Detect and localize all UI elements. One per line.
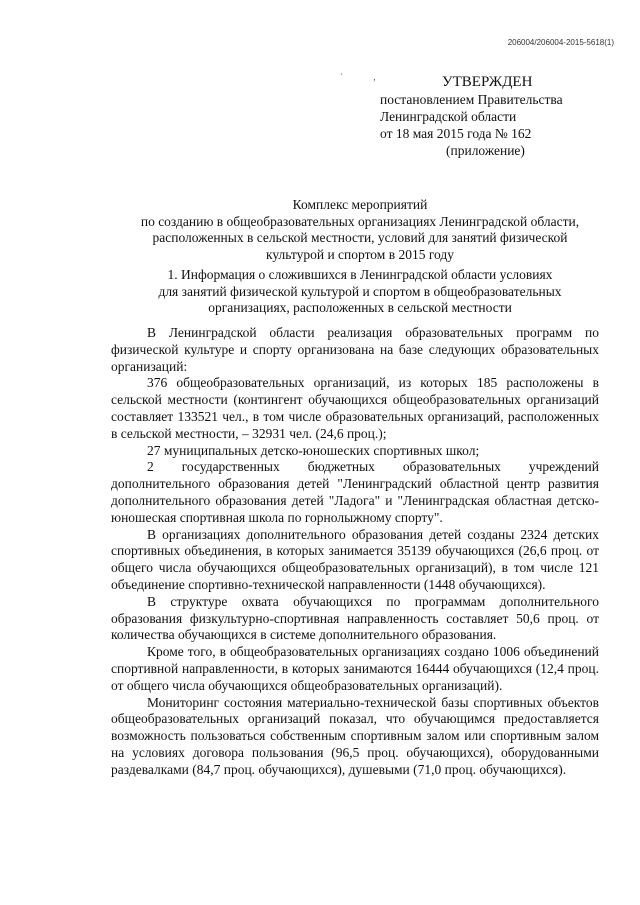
- section-line: организациях, расположенных в сельской местности: [208, 300, 512, 315]
- approval-block: [380, 74, 563, 159]
- approval-decree: постановлением Правительства: [380, 92, 563, 107]
- scan-marks: ` ,: [340, 72, 390, 82]
- document-title: [100, 197, 620, 263]
- paragraph-intro: В Ленинградской области реализация образовательных программ по физической культуре и спорту организована на базе следующих образовательных организаций:: [111, 325, 599, 374]
- title-line: культурой и спортом в 2015 году: [265, 246, 455, 262]
- title-line: Комплекс мероприятий: [292, 197, 428, 212]
- paragraph-coverage: В структуре охвата обучающихся по программам дополнительного образования физкультурно-спортивная направленность составляет 50,6 проц. от количества обучающихся в системе дополнительного образования.: [111, 593, 599, 643]
- title-line: по созданию в общеобразовательных организациях Ленинградской области,: [140, 213, 580, 229]
- approval-appendix: (приложение): [446, 143, 525, 158]
- section-line: 1. Информация о сложившихся в Ленинградской области условиях: [167, 267, 553, 282]
- section-line: для занятий физической культурой и спортом в общеобразовательных: [158, 283, 562, 299]
- approval-heading: УТВЕРЖДЕН: [442, 74, 533, 90]
- paragraph-sport-associations: Кроме того, в общеобразовательных организациях создано 1006 объединений спортивной направленности, в которых занимаются 16444 обучающихся (12,4 проц. от общего числа обучающихся общеобразовательных организаций).: [111, 644, 599, 693]
- body-text: [111, 325, 599, 779]
- paragraph-associations: В организациях дополнительного образования детей созданы 2324 детских спортивных объединения, в которых занимается 35139 обучающихся (26,6 проц. от общего числа обучающихся общеобразовательных организаций), в том числе 121 объединение спортивно-технической направленности (1448 обучающихся).: [111, 526, 599, 592]
- paragraph-state-institutions: 2 государственных бюджетных образовательных учреждений дополнительного образования детей "Ленинградский областной центр развития дополнительного образования детей "Ладога" и "Ленинградская областная детско-юношеская спортивная школа по горнолыжному спорту".: [111, 459, 599, 525]
- paragraph-schools: 376 общеобразовательных организаций, из которых 185 расположены в сельской местности (контингент обучающихся общеобразовательных организаций составляет 133521 чел., в том числе образовательных организаций, расположенных в сельской местности, – 32931 чел. (24,6 проц.);: [111, 375, 599, 441]
- paragraph-monitoring: Мониторинг состояния материально-технической базы спортивных объектов общеобразовательных организаций показал, что обучающимся предоставляется возможность пользоваться собственным спортивным залом или спортивным залом на условиях договора пользования (96,5 проц. обучающихся), оборудованными раздевалками (84,7 проц. обучающихся), душевыми (71,0 проц. обучающихся).: [111, 694, 599, 777]
- paragraph-sport-schools: 27 муниципальных детско-юношеских спортивных школ;: [147, 442, 480, 458]
- approval-date: от 18 мая 2015 года № 162: [380, 126, 532, 141]
- section-heading: [100, 267, 620, 317]
- approval-region: Ленинградской области: [380, 109, 517, 124]
- document-id: 206004/206004-2015-5618(1): [507, 38, 614, 47]
- title-line: расположенных в сельской местности, условий для занятий физической: [152, 230, 568, 245]
